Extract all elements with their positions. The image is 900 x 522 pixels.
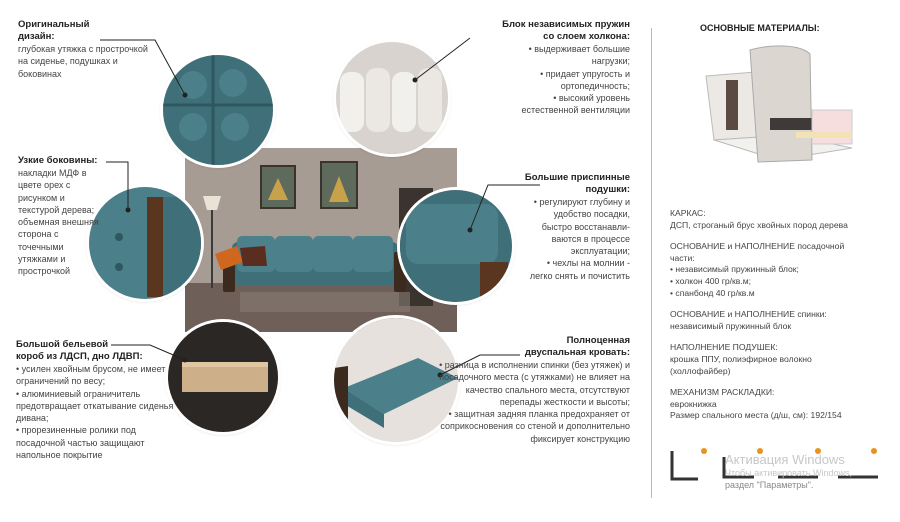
materials-list xyxy=(670,208,870,432)
feature-springs xyxy=(440,19,630,117)
feature-design-text: глубокая утяжка с прострочкой на сиденье, подушках и боковинах xyxy=(18,44,148,79)
pillows-text: крошка ППУ, полиэфирное волокно (холлофайбер) xyxy=(670,353,812,376)
base-back-label: ОСНОВАНИЕ и НАПОЛНЕНИЕ спинки: xyxy=(670,309,827,320)
seat-cross-section-illustration xyxy=(700,40,860,175)
watermark-line-3: раздел "Параметры". xyxy=(725,480,814,490)
feature-springs-title: Блок независимых пружин xyxy=(502,19,630,30)
pillows-label: НАПОЛНЕНИЕ ПОДУШЕК: xyxy=(670,342,778,353)
feature-bed-title-2: двуспальная кровать: xyxy=(524,347,630,358)
list-item: • высокий уровень естественной вентиляции xyxy=(521,93,630,116)
materials-heading: ОСНОВНЫЕ МАТЕРИАЛЫ: xyxy=(700,23,820,33)
feature-bed-title: Полноценная xyxy=(566,335,630,346)
feature-box-title-2: короб из ЛДСП, дно ЛДВП: xyxy=(16,351,143,362)
list-item: • независимый пружинный блок; xyxy=(670,264,799,275)
feature-box-list xyxy=(16,363,176,461)
feature-design xyxy=(18,19,168,80)
list-item: • выдерживает большие нагрузки; xyxy=(528,44,630,67)
mechanism-label: МЕХАНИЗМ РАСКЛАДКИ: xyxy=(670,387,775,398)
list-item: • разница в исполнении спинки (без утяжек) и посадочного места (с утяжками) не влияет на качество спального места, отсутствуют перепады жесткости и высоты; xyxy=(439,360,630,407)
feature-sides xyxy=(18,155,104,278)
watermark-title: Активация Windows xyxy=(725,452,845,467)
list-item: • спанбонд 40 гр/кв.м xyxy=(670,287,755,298)
feature-cushions-list xyxy=(522,196,630,282)
list-item: • чехлы на молнии - легко снять и почистить xyxy=(529,258,630,281)
list-item: • регулируют глубину и удобство посадки, быстро восстанавли-ваются в процессе эксплуатации; xyxy=(533,197,630,257)
feature-design-title: Оригинальный xyxy=(18,19,90,30)
base-seat-label: ОСНОВАНИЕ и НАПОЛНЕНИЕ посадочной части: xyxy=(670,241,845,263)
frame-label: КАРКАС: xyxy=(670,208,706,218)
feature-box-title: Большой бельевой xyxy=(16,339,109,350)
divider xyxy=(651,28,652,498)
list-item: • усилен хвойным брусом, не имеет ограничений по весу; xyxy=(16,364,166,387)
feature-sides-title: Узкие боковины: xyxy=(18,155,98,166)
feature-bed xyxy=(430,335,630,445)
feature-sides-text: накладки МДФ в цвете орех с рисунком и текстурой дерева; объемная внешняя сторона с точечными утяжками и прострочкой xyxy=(18,168,99,277)
mechanism-text: еврокнижка xyxy=(670,398,717,409)
feature-cushions-title: Большие приспинные xyxy=(524,172,630,183)
list-item: • холкон 400 гр/кв.м; xyxy=(670,275,752,286)
feature-bed-list xyxy=(430,359,630,445)
feature-springs-title-2: со слоем холкона: xyxy=(543,31,630,42)
list-item: • защитная задняя планка предохраняет от соприкосновения со стеной и дополнительно фиксирует конструкцию xyxy=(440,409,630,444)
list-item: • прорезиненные ролики под посадочной частью защищают напольное покрытие xyxy=(16,425,145,461)
base-back-text: независимый пружинный блок xyxy=(670,320,792,331)
watermark-line-2: Чтобы активировать Windows, xyxy=(725,468,852,478)
activation-watermark xyxy=(725,452,900,491)
list-item: • придает упругость и ортопедичность; xyxy=(540,68,630,91)
feature-box xyxy=(16,339,176,461)
feature-cushions xyxy=(508,172,630,282)
feature-design-title-2: дизайн: xyxy=(18,31,55,42)
frame-text: ДСП, строганый брус хвойных пород дерева xyxy=(670,219,848,230)
size-text: Размер спального места (д/ш, см): 192/154 xyxy=(670,410,842,421)
feature-cushions-title-2: подушки: xyxy=(585,184,630,195)
list-item: • алюминиевый ограничитель предотвращает откатывание сиденья дивана; xyxy=(16,388,174,424)
feature-springs-list xyxy=(500,43,630,117)
